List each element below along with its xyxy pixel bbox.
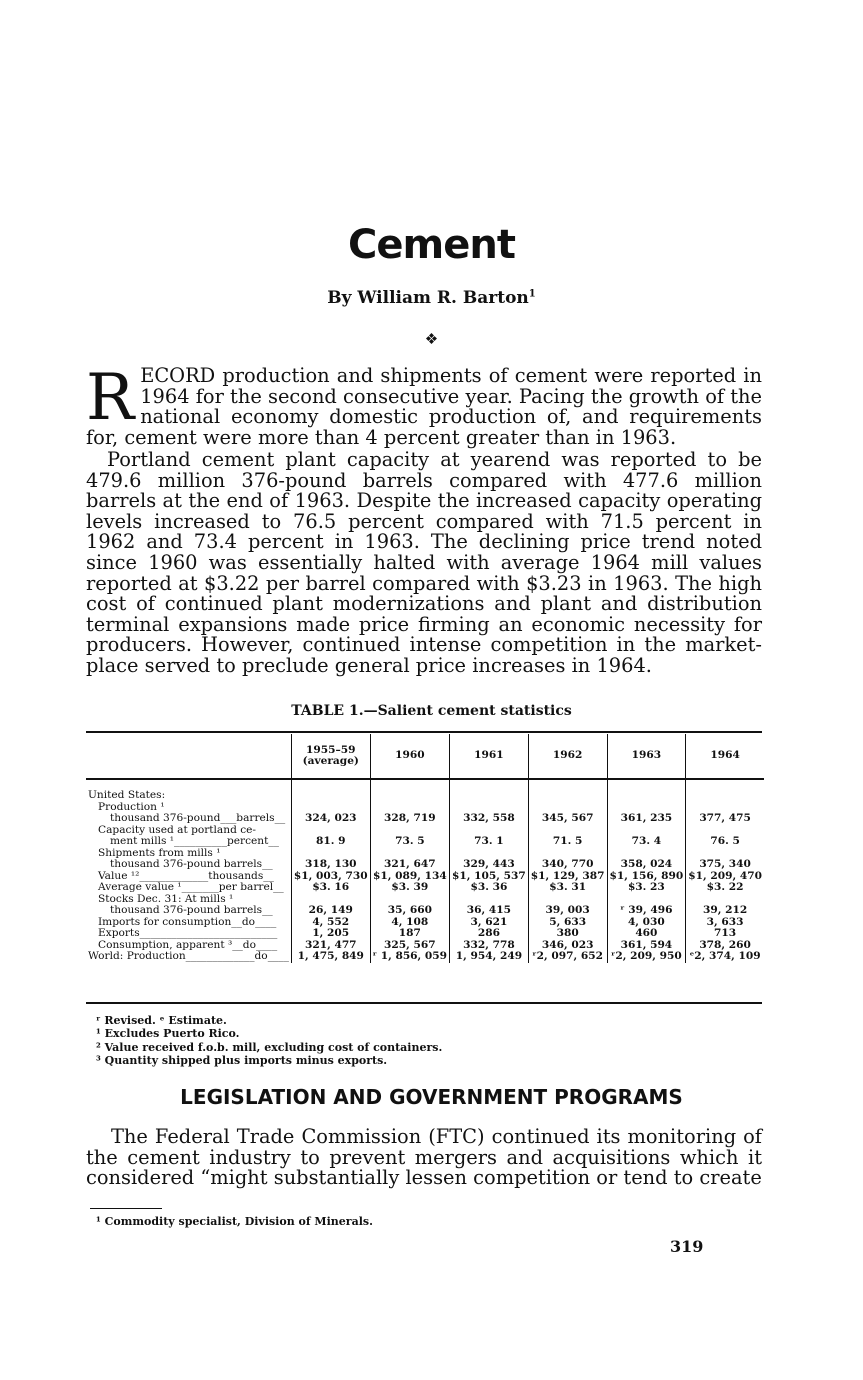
- table-header-cell: 1963: [607, 734, 686, 779]
- row-label: United States:: [88, 789, 166, 801]
- table-cell: [686, 790, 764, 802]
- table-cell: 71. 5: [528, 836, 607, 848]
- table-header-label: [86, 734, 291, 779]
- page-title: Cement: [348, 222, 515, 268]
- table-cell: $1, 129, 387: [528, 871, 607, 883]
- table-cell: 332, 778: [450, 940, 529, 952]
- table-row: [86, 951, 764, 963]
- table-cell: 286: [450, 928, 529, 940]
- table-cell: 81. 9: [291, 836, 370, 848]
- row-label: Average value ¹_______per barrel__: [98, 881, 284, 893]
- table-cell: ʳ2, 097, 652: [528, 951, 607, 963]
- row-label: thousand 376-pound barrels__: [110, 904, 273, 916]
- table-cell: [607, 790, 686, 802]
- table-cell: 713: [686, 928, 764, 940]
- table-cell: 1, 205: [291, 928, 370, 940]
- row-label: Exports__________________________: [98, 927, 278, 939]
- table-cell: [528, 790, 607, 802]
- table-cell: ʳ2, 209, 950: [607, 951, 686, 963]
- table-header-cell: 1960: [370, 734, 449, 779]
- table-cell: 375, 340: [686, 859, 764, 871]
- table-cell: 378, 260: [686, 940, 764, 952]
- table-cell: 460: [607, 928, 686, 940]
- table-footnotes: [96, 1014, 442, 1068]
- table-cell: $1, 003, 730: [291, 871, 370, 883]
- table-cell: $1, 105, 537: [450, 871, 529, 883]
- row-label: Stocks Dec. 31: At mills ¹: [98, 892, 234, 905]
- table-cell: 26, 149: [291, 905, 370, 917]
- table-cell: 36, 415: [450, 905, 529, 917]
- page-number: 319: [670, 1237, 704, 1256]
- row-label: thousand 376-pound___barrels__: [110, 812, 286, 824]
- paragraph-ftc: The Federal Trade Commission (FTC) continued its monitoring of the cement industry to prevent mergers and acquisitions which it considered “might substantially lessen competition or tend to create: [86, 1125, 762, 1190]
- table-cell: 5, 633: [528, 917, 607, 929]
- table-cell: 1, 475, 849: [291, 951, 370, 963]
- row-label: thousand 376-pound barrels__: [110, 858, 273, 870]
- table-cell: 1, 954, 249: [450, 951, 529, 963]
- table-cell: 3, 633: [686, 917, 764, 929]
- table-cell: $1, 089, 134: [370, 871, 449, 883]
- table-cell: 332, 558: [450, 813, 529, 825]
- table-cell: 346, 023: [528, 940, 607, 952]
- author-name: By William R. Barton: [327, 288, 529, 308]
- table-row: [86, 905, 764, 917]
- table-cell: $1, 209, 470: [686, 871, 764, 883]
- table-cell: $3. 31: [528, 882, 607, 894]
- table-cell: 318, 130: [291, 859, 370, 871]
- footnote: ʳ Revised. ᵉ Estimate.: [96, 1014, 227, 1027]
- table-header-cell: 1961: [450, 734, 529, 779]
- table-cell: ʳ 1, 856, 059: [370, 951, 449, 963]
- table-cell: 39, 212: [686, 905, 764, 917]
- paragraph-intro-text: ECORD production and shipments of cement were reported in 1964 for the second consecutive year. Pacing the growth of the national economy domestic production of, and requirements for, cement were more than 4 percent greater than in 1963.: [86, 364, 762, 449]
- table-cell: 321, 647: [370, 859, 449, 871]
- table-cell: 324, 023: [291, 813, 370, 825]
- table-header-cell: 1964: [686, 734, 764, 779]
- salient-statistics-table: [86, 734, 764, 963]
- table-spacer-row: [86, 779, 764, 790]
- table-cell: $3. 36: [450, 882, 529, 894]
- footnote: ² Value received f.o.b. mill, excluding cost of containers.: [96, 1040, 443, 1054]
- row-label: Capacity used at portland ce-: [98, 823, 257, 836]
- row-label: Imports for consumption__do____: [98, 915, 277, 928]
- table-cell: 73. 1: [450, 836, 529, 848]
- table-cell: 187: [370, 928, 449, 940]
- table-cell: $1, 156, 890: [607, 871, 686, 883]
- table-cell: 4, 030: [607, 917, 686, 929]
- table-cell: [291, 790, 370, 802]
- table-title: TABLE 1.—Salient cement statistics: [291, 703, 572, 719]
- table-cell: 380: [528, 928, 607, 940]
- table-cell: 35, 660: [370, 905, 449, 917]
- drop-cap: R: [86, 361, 135, 435]
- table-cell: 73. 4: [607, 836, 686, 848]
- row-label: Production ¹: [98, 800, 165, 813]
- paragraph-intro: [86, 361, 762, 449]
- table-row: [86, 790, 764, 802]
- row-label: Shipments from mills ¹: [98, 846, 221, 859]
- table-header-cell: 1962: [528, 734, 607, 779]
- row-label: Value ¹²_____________thousands__: [98, 869, 274, 882]
- table-header-cell: 1955–59 (average): [291, 734, 370, 779]
- table-row: [86, 928, 764, 940]
- author-footnote: ¹ Commodity specialist, Division of Minerals.: [96, 1215, 373, 1228]
- table-cell: 340, 770: [528, 859, 607, 871]
- table-cell: $3. 39: [370, 882, 449, 894]
- table-cell: 325, 567: [370, 940, 449, 952]
- row-label: World: Production_____________do____: [88, 950, 289, 962]
- table-header-row: [86, 734, 764, 779]
- table-cell: 329, 443: [450, 859, 529, 871]
- table-cell: 321, 477: [291, 940, 370, 952]
- table-top-rule: [86, 731, 762, 733]
- table-cell: $3. 16: [291, 882, 370, 894]
- byline-footnote-ref: 1: [528, 288, 536, 300]
- table-row: [86, 882, 764, 894]
- table-cell: $3. 23: [607, 882, 686, 894]
- table-cell: 4, 552: [291, 917, 370, 929]
- table-cell: $3. 22: [686, 882, 764, 894]
- byline: [0, 288, 863, 308]
- footnote-divider: [90, 1208, 162, 1209]
- table-body: [86, 779, 764, 963]
- table-row: [86, 813, 764, 825]
- table-cell: ᵉ2, 374, 109: [686, 951, 764, 963]
- table-cell: 39, 003: [528, 905, 607, 917]
- table-row: [86, 836, 764, 848]
- table-cell: 361, 594: [607, 940, 686, 952]
- table-cell: 377, 475: [686, 813, 764, 825]
- table-cell: 328, 719: [370, 813, 449, 825]
- table-cell: ʳ 39, 496: [607, 905, 686, 917]
- section-heading: LEGISLATION AND GOVERNMENT PROGRAMS: [180, 1085, 683, 1109]
- table-cell: 3, 621: [450, 917, 529, 929]
- paragraph-capacity: Portland cement plant capacity at yearend was reported to be 479.6 million 376-pound barrels compared with 477.6 million barrels at the end of 1963. Despite the increased capacity operating levels increased to 76.5 percent compared with 71.5 percent in 1962 and 73.4 percent in 1963. The declining price trend noted since 1960 was essentially halted with average 1964 mill values reported at $3.22 per barrel compared with $3.23 in 1963. The high cost of continued plant modernizations and plant and distribution terminal expansions made price firming an economic necessity for producers. However, continued intense competition in the market-place served to preclude general price increases in 1964.: [86, 448, 762, 677]
- footnote: ¹ Excludes Puerto Rico.: [96, 1027, 240, 1041]
- table-bottom-rule: [86, 1002, 762, 1004]
- table-cell: [370, 790, 449, 802]
- table-cell: 4, 108: [370, 917, 449, 929]
- table-cell: [450, 790, 529, 802]
- table-cell: 73. 5: [370, 836, 449, 848]
- ornament-icon: ❖: [424, 330, 439, 348]
- table-cell: 76. 5: [686, 836, 764, 848]
- table-cell: 358, 024: [607, 859, 686, 871]
- row-label: ment mills ¹__________percent__: [110, 835, 279, 847]
- footnote: ³ Quantity shipped plus imports minus exports.: [96, 1054, 388, 1068]
- table-cell: 345, 567: [528, 813, 607, 825]
- table-cell: 361, 235: [607, 813, 686, 825]
- row-label: Consumption, apparent ³__do____: [98, 938, 278, 951]
- table-row: [86, 859, 764, 871]
